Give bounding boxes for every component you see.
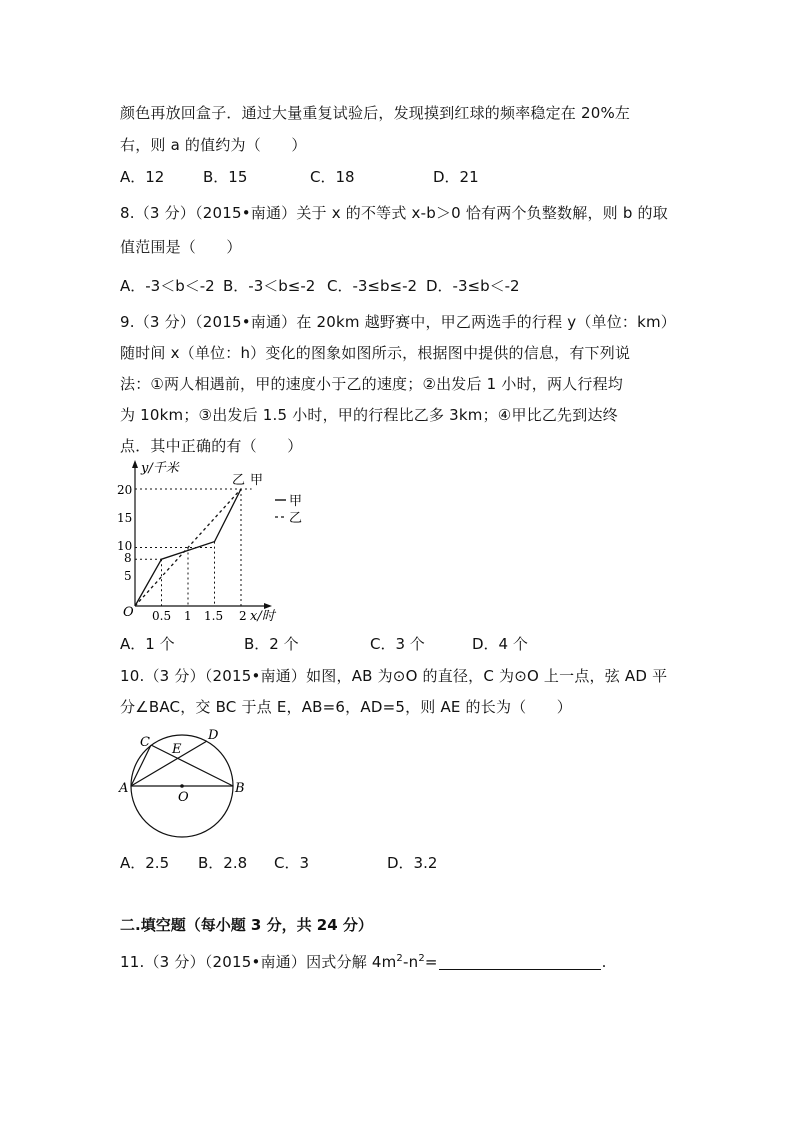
center-point bbox=[180, 784, 184, 788]
origin-label: O bbox=[123, 605, 134, 620]
legend-jia: 甲 bbox=[289, 494, 303, 509]
q7-option-c: C．18 bbox=[310, 168, 355, 186]
question-10-text-line-2: 分∠BAC，交 BC 于点 E，AB=6，AD=5，则 AE 的长为（ ） bbox=[120, 698, 572, 716]
graph-marks bbox=[135, 489, 252, 606]
q11-sup-2: 2 bbox=[418, 953, 425, 964]
top-label-jia: 甲 bbox=[250, 473, 264, 488]
q8-option-c: C．-3≤b≤-2 bbox=[327, 277, 418, 295]
distance-time-graph bbox=[115, 458, 315, 626]
q10-option-d: D．3.2 bbox=[387, 854, 438, 872]
q9-option-c: C．3 个 bbox=[370, 635, 425, 653]
x-axis-label: x/时 bbox=[250, 609, 275, 624]
q7-option-d: D．21 bbox=[433, 168, 479, 186]
q10-option-a: A．2.5 bbox=[120, 854, 170, 872]
y-tick-8: 8 bbox=[124, 551, 132, 565]
question-10-text-line-1: 10.（3 分）（2015•南通）如图，AB 为⊙O 的直径，C 为⊙O 上一点，弦 AD 平 bbox=[120, 667, 668, 685]
label-a: A bbox=[119, 781, 129, 796]
label-e: E bbox=[172, 742, 182, 757]
y-tick-5: 5 bbox=[124, 569, 132, 583]
q8-option-d: D．-3≤b＜-2 bbox=[426, 277, 520, 295]
q7-option-b: B．15 bbox=[203, 168, 248, 186]
y-axis-label: y/千米 bbox=[141, 461, 179, 476]
label-b: B bbox=[235, 781, 245, 796]
question-9-text-line-3: 法：①两人相遇前，甲的速度小于乙的速度；②出发后 1 小时，两人行程均 bbox=[120, 375, 623, 393]
q11-sup-1: 2 bbox=[396, 953, 403, 964]
label-c: C bbox=[140, 735, 150, 750]
q9-option-b: B．2 个 bbox=[244, 635, 299, 653]
x-tick-2: 2 bbox=[239, 609, 247, 623]
question-9-text-line-5: 点．其中正确的有（ ） bbox=[120, 437, 303, 455]
y-axis-arrow bbox=[132, 460, 138, 468]
q11-end: . bbox=[601, 953, 607, 971]
label-d: D bbox=[208, 728, 219, 743]
question-9-text-line-4: 为 10km；③出发后 1.5 小时，甲的行程比乙多 3km；④甲比乙先到达终 bbox=[120, 406, 618, 424]
q10-option-b: B．2.8 bbox=[198, 854, 248, 872]
q11-text-start: 11.（3 分）（2015•南通）因式分解 4m bbox=[120, 953, 397, 971]
x-tick-1.5: 1.5 bbox=[204, 609, 224, 623]
circle-diagram bbox=[115, 722, 250, 847]
question-7-text-line-2: 右，则 a 的值约为（ ） bbox=[120, 136, 307, 154]
q9-option-a: A．1 个 bbox=[120, 635, 175, 653]
legend-yi: 乙 bbox=[289, 511, 303, 526]
question-7-text-line-1: 颜色再放回盒子．通过大量重复试验后，发现摸到红球的频率稳定在 20%左 bbox=[120, 104, 631, 122]
q8-option-a: A．-3＜b＜-2 bbox=[120, 277, 215, 295]
q7-option-a: A．12 bbox=[120, 168, 165, 186]
top-label-yi: 乙 bbox=[232, 473, 246, 488]
q11-equals: = bbox=[424, 953, 438, 971]
q9-option-d: D．4 个 bbox=[472, 635, 528, 653]
question-9-text-line-1: 9.（3 分）（2015•南通）在 20km 越野赛中，甲乙两选手的行程 y（单位：km） bbox=[120, 313, 677, 331]
q10-option-c: C．3 bbox=[274, 854, 310, 872]
answer-blank[interactable] bbox=[439, 954, 601, 970]
y-tick-20: 20 bbox=[117, 483, 133, 497]
y-tick-15: 15 bbox=[117, 511, 133, 525]
x-tick-1: 1 bbox=[184, 609, 192, 623]
question-9-text-line-2: 随时间 x（单位：h）变化的图象如图所示，根据图中提供的信息，有下列说 bbox=[120, 344, 631, 362]
y-tick-10: 10 bbox=[117, 539, 133, 553]
question-8-text-line-2: 值范围是（ ） bbox=[120, 238, 242, 256]
question-11-text bbox=[120, 951, 607, 972]
question-8-text-line-1: 8.（3 分）（2015•南通）关于 x 的不等式 x-b＞0 恰有两个负整数解，则 b 的取 bbox=[120, 204, 668, 222]
section-title: 二.填空题（每小题 3 分，共 24 分） bbox=[120, 916, 373, 934]
label-o: O bbox=[178, 790, 189, 805]
q8-option-b: B．-3＜b≤-2 bbox=[223, 277, 316, 295]
q11-text-mid: -n bbox=[402, 953, 419, 971]
x-tick-0.5: 0.5 bbox=[152, 609, 172, 623]
chord-cb bbox=[151, 745, 233, 786]
